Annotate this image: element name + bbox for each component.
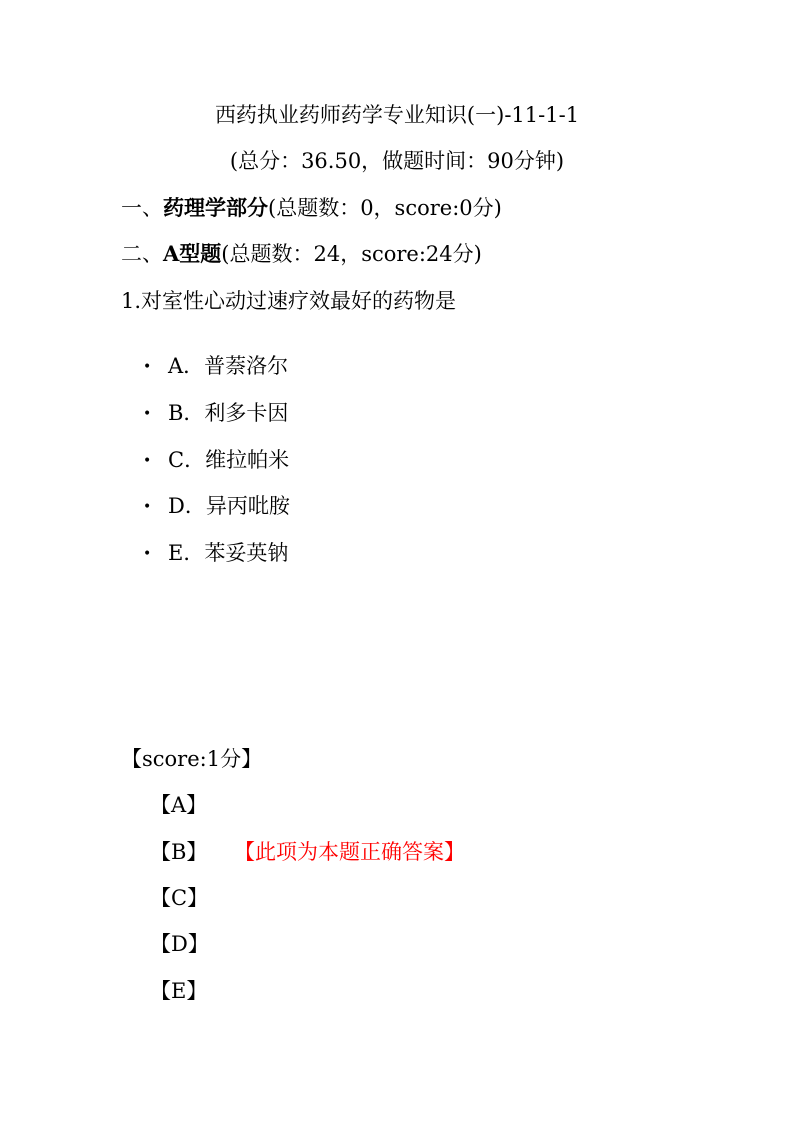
page-title: 西药执业药师药学专业知识(一)-11-1-1 — [214, 103, 580, 127]
option-d — [143, 492, 290, 522]
option-label: E．苯妥英钠 — [168, 541, 289, 565]
bullet-icon: • — [143, 358, 152, 375]
page-subtitle: (总分：36.50，做题时间：90分钟) — [229, 149, 565, 173]
section-heading-type-a — [121, 240, 482, 268]
option-label: D．异丙吡胺 — [168, 494, 290, 518]
section-prefix: 一、 — [121, 196, 163, 220]
option-label: A．普萘洛尔 — [168, 354, 289, 378]
section-heading-pharmacology — [121, 194, 502, 222]
question-text: 1.对室性心动过速疗效最好的药物是 — [121, 289, 457, 313]
question-score: 【score:1分】 — [121, 747, 263, 771]
option-c — [143, 446, 289, 476]
answer-c: 【C】 — [150, 886, 209, 910]
answer-a: 【A】 — [150, 793, 208, 817]
bullet-icon: • — [143, 452, 152, 469]
option-a — [143, 352, 288, 382]
option-e — [143, 539, 288, 569]
bullet-icon: • — [143, 405, 152, 422]
section-prefix: 二、 — [121, 242, 163, 266]
option-label: B．利多卡因 — [168, 401, 289, 425]
section-name: A型题 — [163, 241, 222, 266]
correct-answer-note: 【此项为本题正确答案】 — [234, 840, 465, 864]
bullet-icon: • — [143, 498, 152, 515]
section-name: 药理学部分 — [163, 195, 268, 220]
bullet-icon: • — [143, 545, 152, 562]
section-meta: (总题数：0，score:0分) — [268, 196, 502, 220]
answer-b: 【B】 — [150, 840, 208, 864]
option-b — [143, 399, 288, 429]
option-label: C．维拉帕米 — [168, 448, 290, 472]
answer-e: 【E】 — [150, 979, 208, 1003]
section-meta: (总题数：24，score:24分) — [221, 242, 482, 266]
answer-d: 【D】 — [150, 932, 209, 956]
